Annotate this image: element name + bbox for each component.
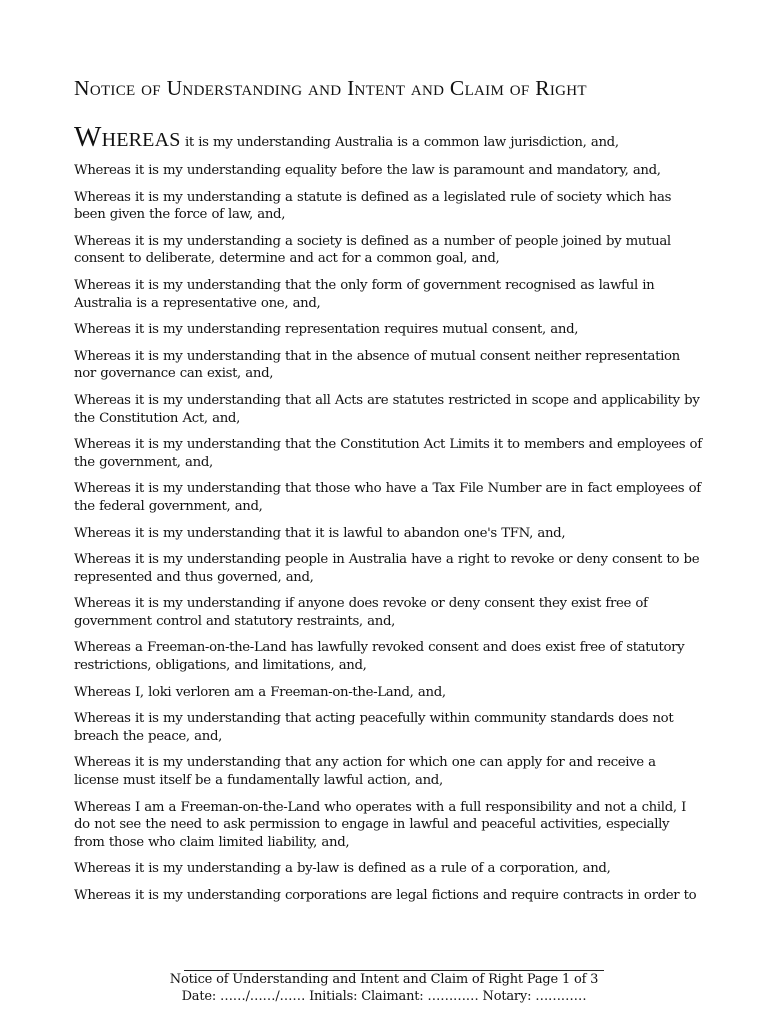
footer-signature-line: Date: ……/……/…… Initials: Claimant: ………… Notary: ………… [181,989,587,1004]
document-body [74,122,704,914]
opening-text: it is my understanding Australia is a common law jurisdiction, and, [180,135,619,150]
whereas-paragraph: Whereas a Freeman-on-the-Land has lawfully revoked consent and does exist free of statutory restrictions, obligations, and limitations, and, [74,640,685,674]
whereas-paragraph: Whereas it is my understanding representation requires mutual consent, and, [74,322,579,338]
whereas-paragraph: Whereas it is my understanding that any action for which one can apply for and receive a license must itself be a fundamentally lawful action, and, [74,755,656,789]
footer-page-info: Notice of Understanding and Intent and Claim of Right Page 1 of 3 [169,972,599,987]
opening-paragraph [74,122,704,152]
opening-lead-word: Whereas [74,121,181,153]
page-footer [0,970,768,1005]
whereas-paragraph: Whereas it is my understanding people in Australia have a right to revoke or deny consent to be represented and thus governed, and, [74,552,700,585]
whereas-paragraph: Whereas it is my understanding if anyone does revoke or deny consent they exist free of government control and statutory restraints, and, [74,596,648,629]
whereas-paragraph: Whereas I am a Freeman-on-the-Land who operates with a full responsibility and not a child, I do not see the need to ask permission to engage in lawful and peaceful activities, especially from those who claim limited liability, and, [74,799,687,850]
whereas-paragraph: Whereas it is my understanding that the only form of government recognised as lawful in Australia is a representative one, and, [74,277,655,311]
footer-divider [184,970,604,971]
whereas-paragraph: Whereas it is my understanding that those who have a Tax File Number are in fact employees of the federal government, and, [74,481,701,514]
whereas-paragraph: Whereas it is my understanding a statute is defined as a legislated rule of society which has been given the force of law, and, [74,189,672,223]
document-title: Notice of Understanding and Intent and Claim of Right [74,76,587,100]
whereas-paragraph: Whereas it is my understanding equality before the law is paramount and mandatory, and, [74,163,661,178]
whereas-paragraph: Whereas it is my understanding that the Constitution Act Limits it to members and employees of the government, and, [74,437,702,470]
whereas-paragraph: Whereas it is my understanding that acting peacefully within community standards does not breach the peace, and, [74,711,674,744]
whereas-paragraph: Whereas I, loki verloren am a Freeman-on-the-Land, and, [74,684,446,700]
whereas-paragraph: Whereas it is my understanding a by-law is defined as a rule of a corporation, and, [74,861,611,877]
whereas-paragraph: Whereas it is my understanding that it is lawful to abandon one's TFN, and, [74,525,566,541]
whereas-paragraph: Whereas it is my understanding that in the absence of mutual consent neither representation nor governance can exist, and, [74,348,680,382]
whereas-paragraph: Whereas it is my understanding corporations are legal fictions and require contracts in order to [74,888,697,903]
whereas-paragraph: Whereas it is my understanding that all Acts are statutes restricted in scope and applicability by the Constitution Act, and, [74,392,700,426]
whereas-paragraph: Whereas it is my understanding a society is defined as a number of people joined by mutual consent to deliberate, determine and act for a common goal, and, [74,233,671,267]
